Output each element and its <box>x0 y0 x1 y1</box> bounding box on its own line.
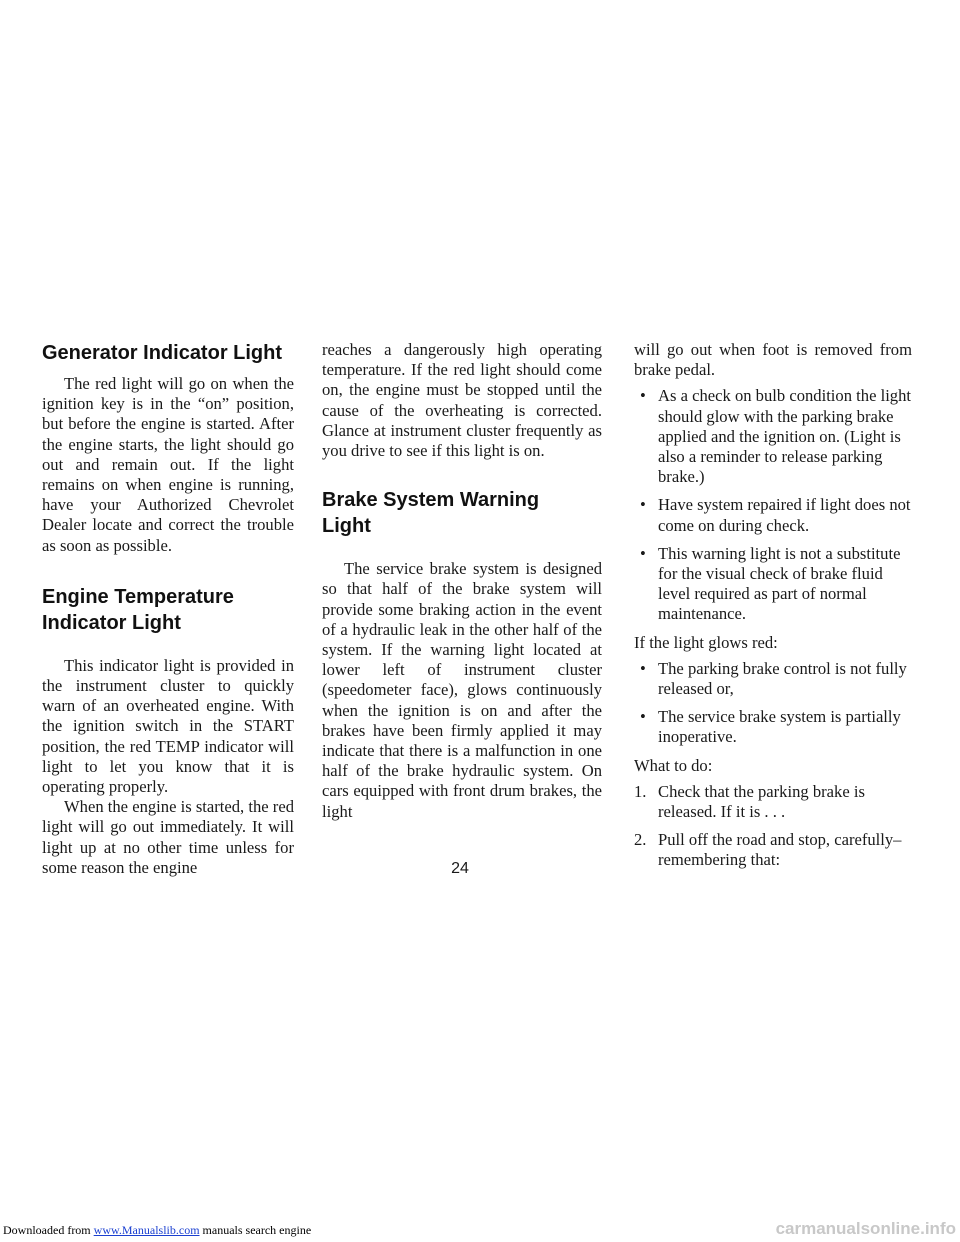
list-item-text: The parking brake control is not fully released or, <box>658 658 907 699</box>
list-item-text: This warning light is not a substitute for the visual check of brake fluid level required as part of normal maintenance. <box>658 543 901 624</box>
list-item <box>634 707 912 747</box>
step-text: Pull off the road and stop, carefully–remembering that: <box>658 830 902 870</box>
list-item <box>634 830 912 870</box>
heading-generator-indicator-light: Generator Indicator Light <box>42 342 283 364</box>
list-item <box>634 659 912 699</box>
heading-engine-line-2: Indicator Light <box>42 611 181 634</box>
list-item <box>634 495 912 535</box>
paragraph-brake-continued: will go out when foot is removed from brake pedal. <box>634 340 912 380</box>
heading-engine-temperature <box>42 584 294 636</box>
heading-brake-line-1: Brake System Warning <box>322 489 540 512</box>
step-text: Check that the parking brake is released. If it is . . . <box>658 781 865 822</box>
list-item-text: Have system repaired if light does not come on during check. <box>658 495 911 535</box>
list-item <box>634 386 912 487</box>
list-item-text: The service brake system is partially inoperative. <box>658 707 901 747</box>
column-2 <box>322 340 602 822</box>
page-number: 24 <box>451 860 469 877</box>
what-to-do: What to do: <box>634 755 713 775</box>
heading-brake-system-warning-light <box>322 487 602 539</box>
step-number: 1. <box>634 781 647 801</box>
paragraph-engine-1: This indicator light is provided in the instrument cluster to quickly warn of an overheated engine. With the ignition switch in the START position, the red TEMP indicator will light to let you know that it is operating properly. <box>42 655 294 797</box>
bullet-list-red <box>634 659 912 748</box>
watermark: carmanualsonline.info <box>775 1219 956 1238</box>
column-3 <box>634 340 912 879</box>
numbered-steps <box>634 782 912 871</box>
bullet-icon: • <box>640 495 646 515</box>
bullet-icon: • <box>640 543 646 563</box>
list-item-text: As a check on bulb condition the light should glow with the parking brake applied and the ignition on. (Light is also a reminder to release parking brake.) <box>658 386 912 487</box>
list-item <box>634 544 912 625</box>
manualslib-link[interactable]: www.Manualslib.com <box>93 1223 200 1237</box>
footer <box>0 1219 960 1242</box>
paragraph-brake: The service brake system is designed so that half of the brake system will provide some braking action in the event of a hydraulic leak in the other half of the system. If the warning light located at lower left of instrument cluster (speedometer face), glows continuously when the ignition is on and after the brakes have been firmly applied it may indicate that there is a malfunction in one half of the brake hydraulic system. On cars equipped with front drum brakes, the light <box>322 559 602 821</box>
footer-suffix: manuals search engine <box>199 1223 312 1237</box>
column-1 <box>42 340 294 878</box>
heading-engine-line-1: Engine Temperature <box>42 585 234 608</box>
list-item <box>634 782 912 822</box>
step-number: 2. <box>634 830 647 850</box>
if-light-glows-red: If the light glows red: <box>634 632 778 652</box>
paragraph-generator: The red light will go on when the ignition key is in the “on” position, but before the engine is started. After the engine starts, the light should go out and remain out. If the light remains on when engine is running, have your Authorized Chevrolet Dealer locate and correct the trouble as soon as possible. <box>42 374 294 555</box>
footer-download-note <box>3 1223 311 1238</box>
footer-prefix: Downloaded from <box>3 1223 94 1237</box>
bullet-icon: • <box>640 707 646 727</box>
paragraph-engine-continued: reaches a dangerously high operating temperature. If the red light should come on, the engine must be stopped until the cause of the overheating is corrected. Glance at instrument cluster frequently as you drive to see if this light is on. <box>322 340 602 461</box>
bullet-list-check <box>634 386 912 624</box>
paragraph-engine-2: When the engine is started, the red light will go out immediately. It will light up at no other time unless for some reason the engine <box>42 797 294 877</box>
heading-brake-line-2: Light <box>322 515 371 538</box>
bullet-icon: • <box>640 386 646 406</box>
bullet-icon: • <box>640 658 646 678</box>
